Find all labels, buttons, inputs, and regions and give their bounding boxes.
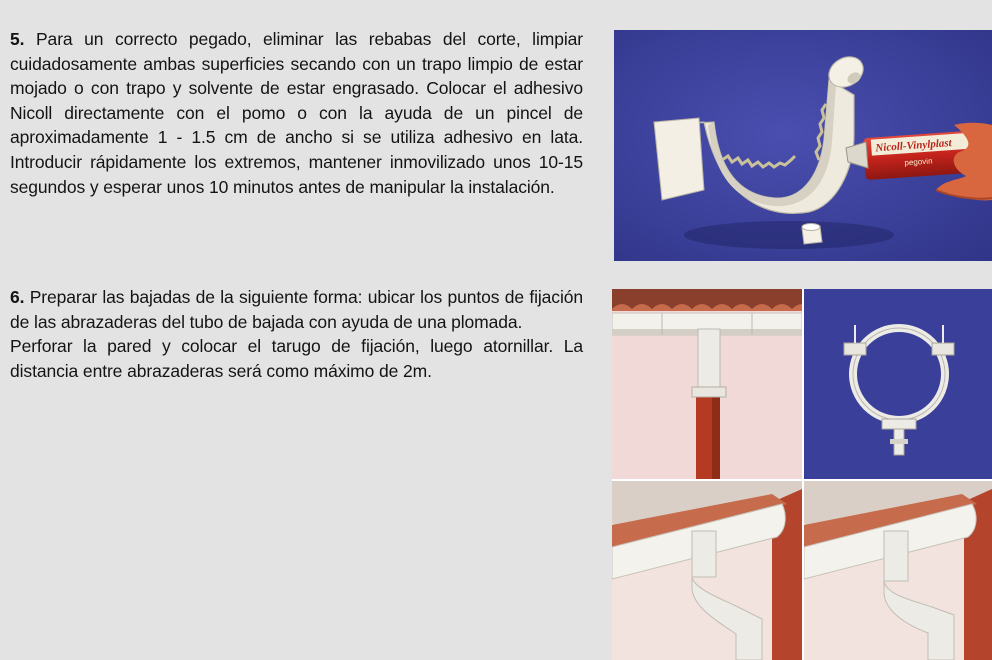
gutter-end-cap <box>654 118 704 200</box>
step-5-text: Para un correcto pegado, eliminar las rebabas del corte, limpiar cuidadosamente ambas superficies secando con un trapo limpio de estar mojado o con trapo y solvente de estar engrasado. Colocar el adhesivo Nicoll directamente con el pomo o con la ayuda de un pincel de aproximadamente 1 - 1.5 cm de ancho si se utiliza adhesivo en lata. Introducir rápidamente los extremos, mantener inmovilizado unos 10-15 segundos y esperar unos 10 minutos antes de manipular la instalación. <box>10 29 584 197</box>
photo-gutter-outlet-right <box>804 481 992 660</box>
step-6-number: 6. <box>10 287 25 307</box>
downpipe-installation-photos <box>612 289 992 660</box>
step-5-number: 5. <box>10 29 25 49</box>
step-6-instructions <box>10 285 583 383</box>
glue-tube-sublabel: pegovin <box>904 156 933 168</box>
step-6-paragraph-1 <box>10 285 583 334</box>
glue-tube-label: Nicoll-Vinylplast <box>875 137 953 155</box>
step-5-instructions <box>10 27 583 199</box>
photo-gutter-outlet-left <box>612 481 802 660</box>
gutter-shadow <box>684 221 894 249</box>
step-6-paragraph-2: Perforar la pared y colocar el tarugo de fijación, luego atornillar. La distancia entre abrazaderas será como máximo de 2m. <box>10 336 583 381</box>
step-5-paragraph <box>10 27 583 199</box>
photo-pipe-bracket-wall <box>612 289 812 479</box>
step-6-text-1: Preparar las bajadas de la siguiente forma: ubicar los puntos de fijación de las abrazaderas del tubo de bajada con ayuda de una plomada. <box>10 287 583 332</box>
photo-pipe-clamp <box>804 289 992 479</box>
gutter-gluing-photo <box>614 30 992 261</box>
